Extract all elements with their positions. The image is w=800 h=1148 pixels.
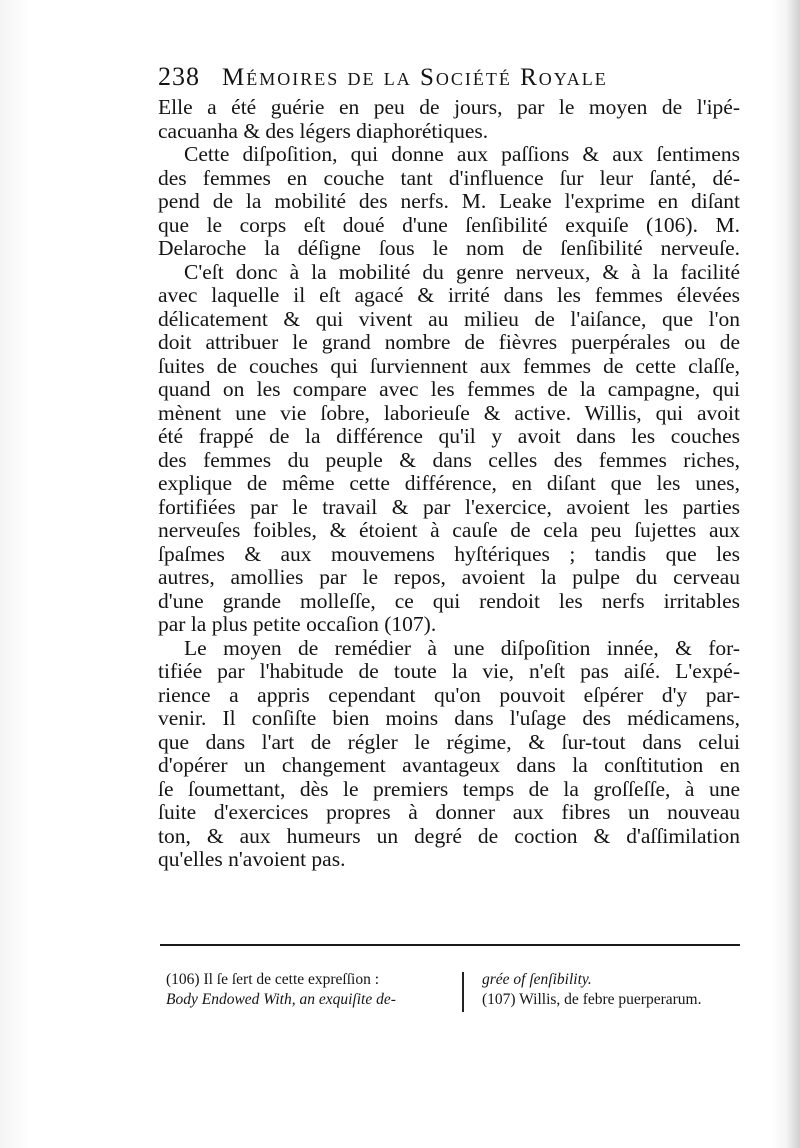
footnote-right-column bbox=[482, 970, 752, 1010]
text-line: venir. Il conſiſte bien moins dans l'uſage des médicamens, bbox=[158, 706, 740, 730]
text-line: Cette diſpoſition, qui donne aux paſſions & aux ſentimens bbox=[184, 142, 740, 166]
running-head: Mémoires de la Société Royale bbox=[222, 64, 608, 91]
text-line: autres, amollies par le repos, avoient la pulpe du cerveau bbox=[158, 565, 740, 589]
text-line: cacuanha & des légers diaphorétiques. bbox=[158, 118, 489, 143]
page-edge-shadow bbox=[786, 0, 800, 1148]
text-line: explique de même cette différence, en diſant que les unes, bbox=[158, 471, 740, 495]
text-line: pend de la mobilité des nerfs. M. Leake l'exprime en diſant bbox=[158, 189, 740, 213]
text-line: délicatement & qui vivent au milieu de l'aiſance, que l'on bbox=[158, 306, 740, 331]
footnotes bbox=[166, 970, 746, 1020]
text-line: des femmes du peuple & dans celles des femmes riches, bbox=[158, 447, 740, 472]
text-line: nerveuſes foibles, & étoient à cauſe de cela peu ſujettes aux bbox=[158, 518, 740, 542]
text-line: avec laquelle il eſt agacé & irrité dans les femmes élevées bbox=[158, 283, 740, 307]
text-line: doit attribuer le grand nombre de fièvres puerpérales ou de bbox=[158, 330, 740, 354]
text-line: que le corps eſt doué d'une ſenſibilité exquiſe (106). M. bbox=[158, 212, 740, 237]
page-number: 238 bbox=[158, 62, 200, 91]
text-line: fortifiées par le travail & par l'exercice, avoient les parties bbox=[158, 494, 740, 519]
footnote-line: (107) Willis, de febre puerperarum. bbox=[482, 991, 702, 1008]
text-line: qu'elles n'avoient pas. bbox=[158, 847, 346, 871]
text-line: ſe ſoumettant, dès le premiers temps de la groſſeſſe, à une bbox=[158, 776, 740, 801]
text-line: Delaroche la déſigne ſous le nom de ſenſibilité nerveuſe. bbox=[158, 236, 740, 260]
text-line: ſuite d'exercices propres à donner aux fibres un nouveau bbox=[158, 800, 740, 824]
text-line: rience a appris cependant qu'on pouvoit eſpérer d'y par- bbox=[158, 682, 740, 707]
text-line: tifiée par l'habitude de toute la vie, n'eſt pas aiſé. L'expé- bbox=[158, 659, 740, 683]
text-line: ſpaſmes & aux mouvemens hyſtériques ; tandis que les bbox=[158, 541, 740, 566]
text-line: par la plus petite occaſion (107). bbox=[158, 612, 437, 636]
footnote-rule bbox=[160, 944, 740, 946]
text-line: mènent une vie ſobre, laborieuſe & active. Willis, qui avoit bbox=[158, 400, 740, 425]
main-text bbox=[158, 96, 740, 872]
footnote-line: Body Endowed With, an exquiſite de- bbox=[166, 991, 396, 1008]
page-header bbox=[158, 62, 748, 96]
text-line: des femmes en couche tant d'influence ſur leur ſanté, dé- bbox=[158, 165, 740, 190]
footnote-left-column bbox=[166, 970, 456, 1010]
text-line: d'une grande molleſſe, ce qui rendoit les nerfs irritables bbox=[158, 588, 740, 613]
text-line: que dans l'art de régler le régime, & ſur-tout dans celui bbox=[158, 729, 740, 754]
footnote-column-divider bbox=[462, 972, 464, 1012]
text-line: ſuites de couches qui ſurviennent aux femmes de cette claſſe, bbox=[158, 353, 740, 378]
text-line: été frappé de la différence qu'il y avoit dans les couches bbox=[158, 424, 740, 448]
footnote-line: grée of ſenſibility. bbox=[482, 971, 592, 988]
text-line: ton, & aux humeurs un degré de coction & d'aſſimilation bbox=[158, 823, 740, 848]
text-line: d'opérer un changement avantageux dans la conſtitution en bbox=[158, 753, 740, 777]
text-line: Le moyen de remédier à une diſpoſition innée, & for- bbox=[184, 635, 740, 660]
text-line: quand on les compare avec les femmes de la campagne, qui bbox=[158, 377, 740, 401]
text-line: Elle a été guérie en peu de jours, par le moyen de l'ipé- bbox=[158, 95, 740, 119]
text-line: C'eſt donc à la mobilité du genre nerveux, & à la facilité bbox=[184, 259, 740, 284]
footnote-line: (106) Il ſe ſert de cette expreſſion : bbox=[166, 971, 380, 988]
